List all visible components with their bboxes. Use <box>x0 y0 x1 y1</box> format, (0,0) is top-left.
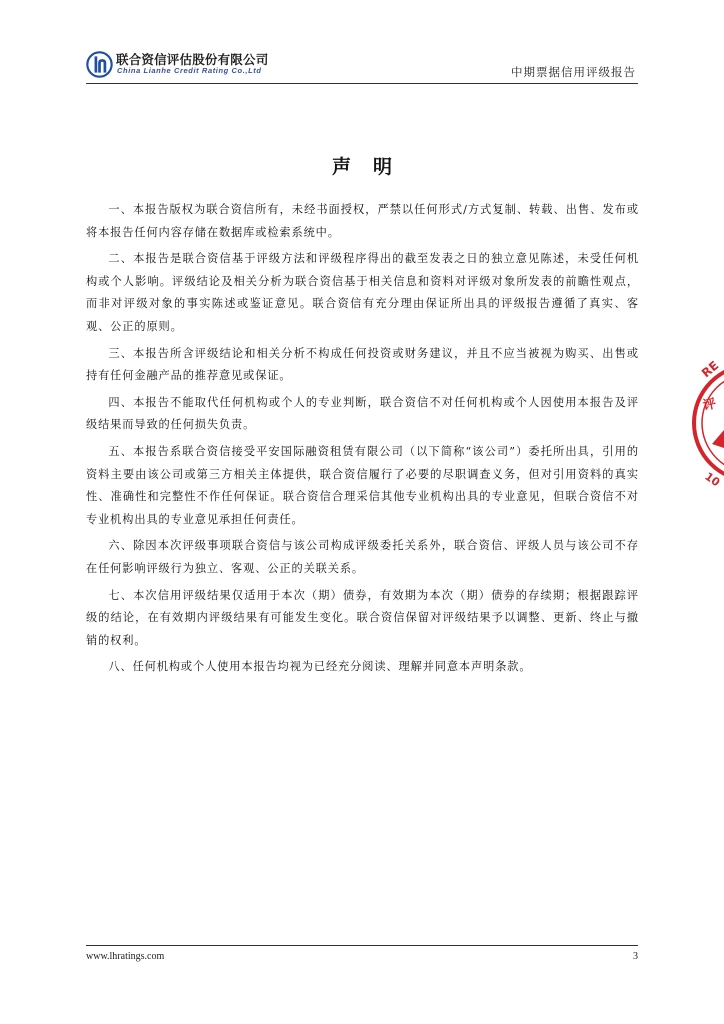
declaration-paragraph: 六、除因本次评级事项联合资信与该公司构成评级委托关系外，联合资信、评级人员与该公司不存在任何影响评级行为独立、客观、公正的关联关系。 <box>86 539 639 575</box>
footer-website-link[interactable]: www.lhratings.com <box>86 951 165 962</box>
declaration-paragraph: 三、本报告所含评级结论和相关分析不构成任何投资或财务建议，并且不应当被视为购买、出售或持有任何金融产品的推荐意见或保证。 <box>86 346 639 383</box>
declaration-paragraph: 四、本报告不能取代任何机构或个人的专业判断，联合资信不对任何机构或个人因使用本报告及评级结果而导致的任何损失负责。 <box>86 395 639 432</box>
header-divider <box>86 83 638 84</box>
company-name-cn: 联合资信评估股份有限公司 <box>116 52 269 67</box>
svg-text:10: 10 <box>702 469 723 490</box>
company-name-en: China Lianhe Credit Rating Co.,Ltd <box>117 66 262 75</box>
declaration-paragraph: 二、本报告是联合资信基于评级方法和评级程序得出的截至发表之日的独立意见陈述，未受任何机构或个人影响。评级结论及相关分析为联合资信基于相关信息和资料对评级对象所发表的前瞻性观点，而非对评级对象的事实陈述或鉴证意见。联合资信有充分理由保证所出具的评级报告遵循了真实、客观、公正的原则。 <box>86 252 639 333</box>
declaration-body <box>86 199 639 683</box>
svg-text:评: 评 <box>701 396 718 414</box>
report-type-label: 中期票据信用评级报告 <box>511 65 636 79</box>
lianhe-logo-icon <box>86 51 113 78</box>
page-header <box>86 48 638 82</box>
declaration-paragraph: 一、本报告版权为联合资信所有，未经书面授权，严禁以任何形式/方式复制、转载、出售、发布或将本报告任何内容存储在数据库或检索系统中。 <box>86 203 639 239</box>
svg-text:RE: RE <box>698 358 722 381</box>
declaration-paragraph: 七、本次信用评级结果仅适用于本次（期）债券，有效期为本次（期）债券的存续期；根据跟踪评级的结论，在有效期内评级结果有可能发生变化。联合资信保留对评级结果予以调整、更新、终止与撤销的权利。 <box>86 588 639 647</box>
footer-divider <box>86 945 638 946</box>
declaration-paragraph: 八、任何机构或个人使用本报告均视为已经充分阅读、理解并同意本声明条款。 <box>108 660 532 674</box>
page-number: 3 <box>633 951 638 962</box>
page-title: 声明 <box>331 156 414 178</box>
declaration-paragraph: 五、本报告系联合资信接受平安国际融资租赁有限公司（以下简称“该公司”）委托所出具，引用的资料主要由该公司或第三方相关主体提供，联合资信履行了必要的尽职调查义务，但对引用资料的真实性、准确性和完整性不作任何保证。联合资信合理采信其他专业机构出具的专业意见，但联合资信不对专业机构出具的专业意见承担任何责任。 <box>86 444 639 526</box>
official-seal-stamp <box>690 348 724 498</box>
